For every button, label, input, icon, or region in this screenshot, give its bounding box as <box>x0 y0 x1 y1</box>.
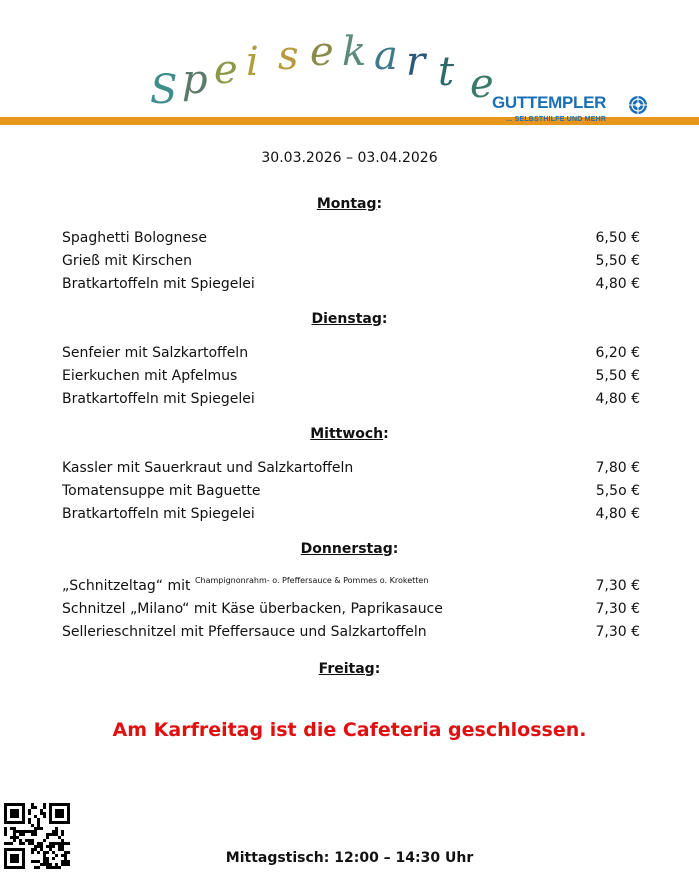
title-letter: i <box>246 39 259 85</box>
menu-item-name: Bratkartoffeln mit Spiegelei <box>62 391 255 407</box>
title-letter: e <box>214 47 238 93</box>
title-letter: a <box>374 33 398 79</box>
day-heading: Montag: <box>316 196 383 212</box>
title-letter: k <box>342 29 367 75</box>
globe-icon <box>628 95 648 119</box>
title-letter: e <box>310 29 334 75</box>
title-letter: p <box>182 57 208 103</box>
menu-item-name: Eierkuchen mit Apfelmus <box>62 368 238 384</box>
menu-item-name: Bratkartoffeln mit Spiegelei <box>62 506 255 522</box>
menu-item-name: Schnitzel „Milano“ mit Käse überbacken, Paprikasauce <box>62 601 443 617</box>
day-heading: Freitag: <box>318 661 381 677</box>
menu-item-price: 5,50 € <box>595 368 640 384</box>
day-heading: Dienstag: <box>311 311 388 327</box>
menu-item-name: Senfeier mit Salzkartoffeln <box>62 345 249 361</box>
menu-item-name: Bratkartoffeln mit Spiegelei <box>62 276 255 292</box>
menu-item-name: Spaghetti Bolognese <box>62 230 207 246</box>
menu-item <box>62 624 640 644</box>
logo-tagline: ... SELBSTHILFE UND MEHR <box>506 116 607 123</box>
menu-item-price: 5,50 € <box>595 253 640 269</box>
logo-name: GUTTEMPLER <box>492 93 607 112</box>
title-letter: S <box>150 67 178 113</box>
lunch-hours: Mittagstisch: 12:00 – 14:30 Uhr <box>225 850 474 866</box>
menu-item-price: 7,30 € <box>595 601 640 617</box>
menu-item-price: 6,50 € <box>595 230 640 246</box>
menu-item-name: „Schnitzeltag“ mit $^{Champignonrahm- o. Pfeffersauce \& Pommes o. Kroketten}$ <box>62 576 429 594</box>
day-heading: Mittwoch: <box>310 426 389 442</box>
title-letter: e <box>470 61 494 107</box>
menu-item-name: Grieß mit Kirschen <box>62 253 193 269</box>
menu-item <box>62 391 640 411</box>
menu-item <box>62 276 640 296</box>
menu-item-price: 4,80 € <box>595 391 640 407</box>
closed-notice: Am Karfreitag ist die Cafeteria geschlossen. <box>112 719 587 741</box>
menu-item-price: 6,20 € <box>595 345 640 361</box>
menu-item <box>62 460 640 480</box>
menu-item <box>62 483 640 503</box>
menu-item-price: 7,30 € <box>595 578 640 594</box>
menu-item-name: Sellerieschnitzel mit Pfeffersauce und Salzkartoffeln <box>62 624 427 640</box>
guttempler-logo <box>492 93 692 129</box>
menu-item-name: Kassler mit Sauerkraut und Salzkartoffeln <box>62 460 354 476</box>
menu-item-price: 4,80 € <box>595 276 640 292</box>
title-letter: t <box>438 49 455 95</box>
menu-item-price: 7,80 € <box>595 460 640 476</box>
menu-item-price: 7,30 € <box>595 624 640 640</box>
menu-title <box>150 29 500 120</box>
day-heading: Donnerstag: <box>300 541 399 557</box>
menu-item-note: Champignonrahm- o. Pfeffersauce & Pommes o. Kroketten <box>194 576 429 585</box>
menu-item <box>62 368 640 388</box>
menu-item <box>62 578 640 598</box>
menu-item <box>62 230 640 250</box>
menu-item <box>62 345 640 365</box>
date-range: 30.03.2026 – 03.04.2026 <box>261 150 438 166</box>
menu-item <box>62 253 640 273</box>
menu-item-price: 4,80 € <box>595 506 640 522</box>
title-letter: s <box>278 33 299 79</box>
menu-item <box>62 601 640 621</box>
menu-item-price: 5,5o € <box>595 483 640 499</box>
menu-item-name: Tomatensuppe mit Baguette <box>62 483 261 499</box>
menu-item <box>62 506 640 526</box>
title-letter: r <box>406 39 426 85</box>
